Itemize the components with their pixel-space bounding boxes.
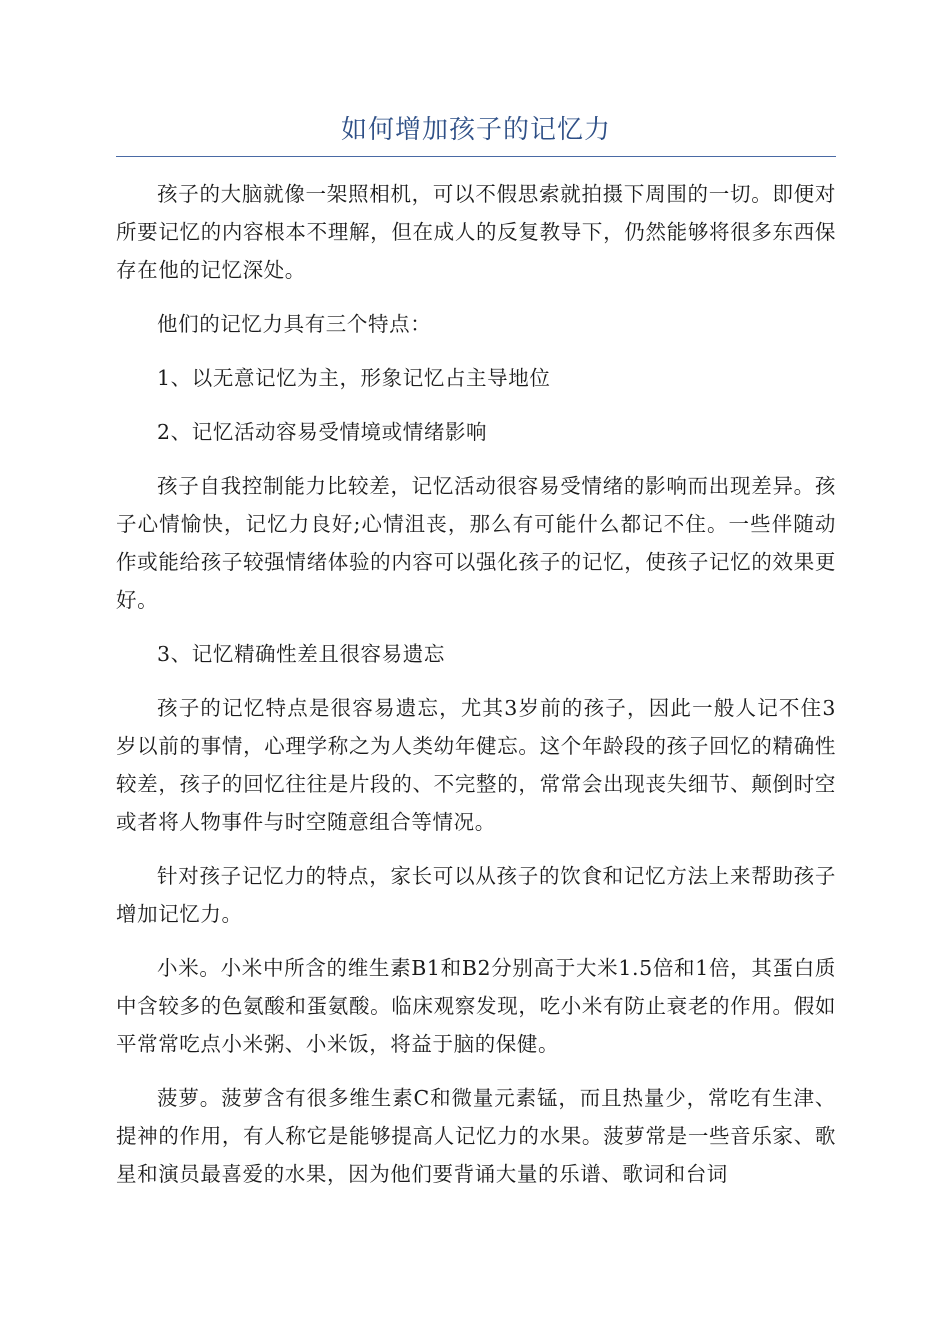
paragraph-millet: 小米。小米中所含的维生素B1和B2分别高于大米1.5倍和1倍，其蛋白质中含较多的色氨酸和蛋氨酸。临床观察发现，吃小米有防止衰老的作用。假如平常常吃点小米粥、小米饭，将益于脑的保健。 [116, 956, 836, 1056]
document-title: 如何增加孩子的记忆力 [340, 115, 611, 145]
paragraph-intro: 孩子的大脑就像一架照相机，可以不假思索就拍摄下周围的一切。即便对所要记忆的内容根本不理解，但在成人的反复教导下，仍然能够将很多东西保存在他的记忆深处。 [116, 182, 836, 282]
paragraph-advice: 针对孩子记忆力的特点，家长可以从孩子的饮食和记忆方法上来帮助孩子增加记忆力。 [116, 864, 836, 926]
paragraph-pineapple: 菠萝。菠萝含有很多维生素C和微量元素锰，而且热量少，常吃有生津、提神的作用，有人称它是能够提高人记忆力的水果。菠萝常是一些音乐家、歌星和演员最喜爱的水果，因为他们要背诵大量的乐谱、歌词和台词 [116, 1086, 836, 1186]
paragraph-feature-3: 3、记忆精确性差且很容易遗忘 [157, 642, 445, 666]
title-underline [116, 156, 836, 157]
paragraph-features-lead: 他们的记忆力具有三个特点： [157, 312, 432, 336]
document-page [116, 112, 836, 1209]
paragraph-feature-3-detail: 孩子的记忆特点是很容易遗忘，尤其3岁前的孩子，因此一般人记不住3岁以前的事情，心理学称之为人类幼年健忘。这个年龄段的孩子回忆的精确性较差，孩子的回忆往往是片段的、不完整的，常常会出现丧失细节、颠倒时空或者将人物事件与时空随意组合等情况。 [116, 696, 836, 834]
paragraph-feature-2: 2、记忆活动容易受情境或情绪影响 [157, 420, 488, 444]
paragraph-feature-1: 1、以无意记忆为主，形象记忆占主导地位 [157, 366, 551, 390]
paragraph-feature-2-detail: 孩子自我控制能力比较差，记忆活动很容易受情绪的影响而出现差异。孩子心情愉快，记忆力良好;心情沮丧，那么有可能什么都记不住。一些伴随动作或能给孩子较强情绪体验的内容可以强化孩子的记忆，使孩子记忆的效果更好。 [116, 474, 836, 612]
